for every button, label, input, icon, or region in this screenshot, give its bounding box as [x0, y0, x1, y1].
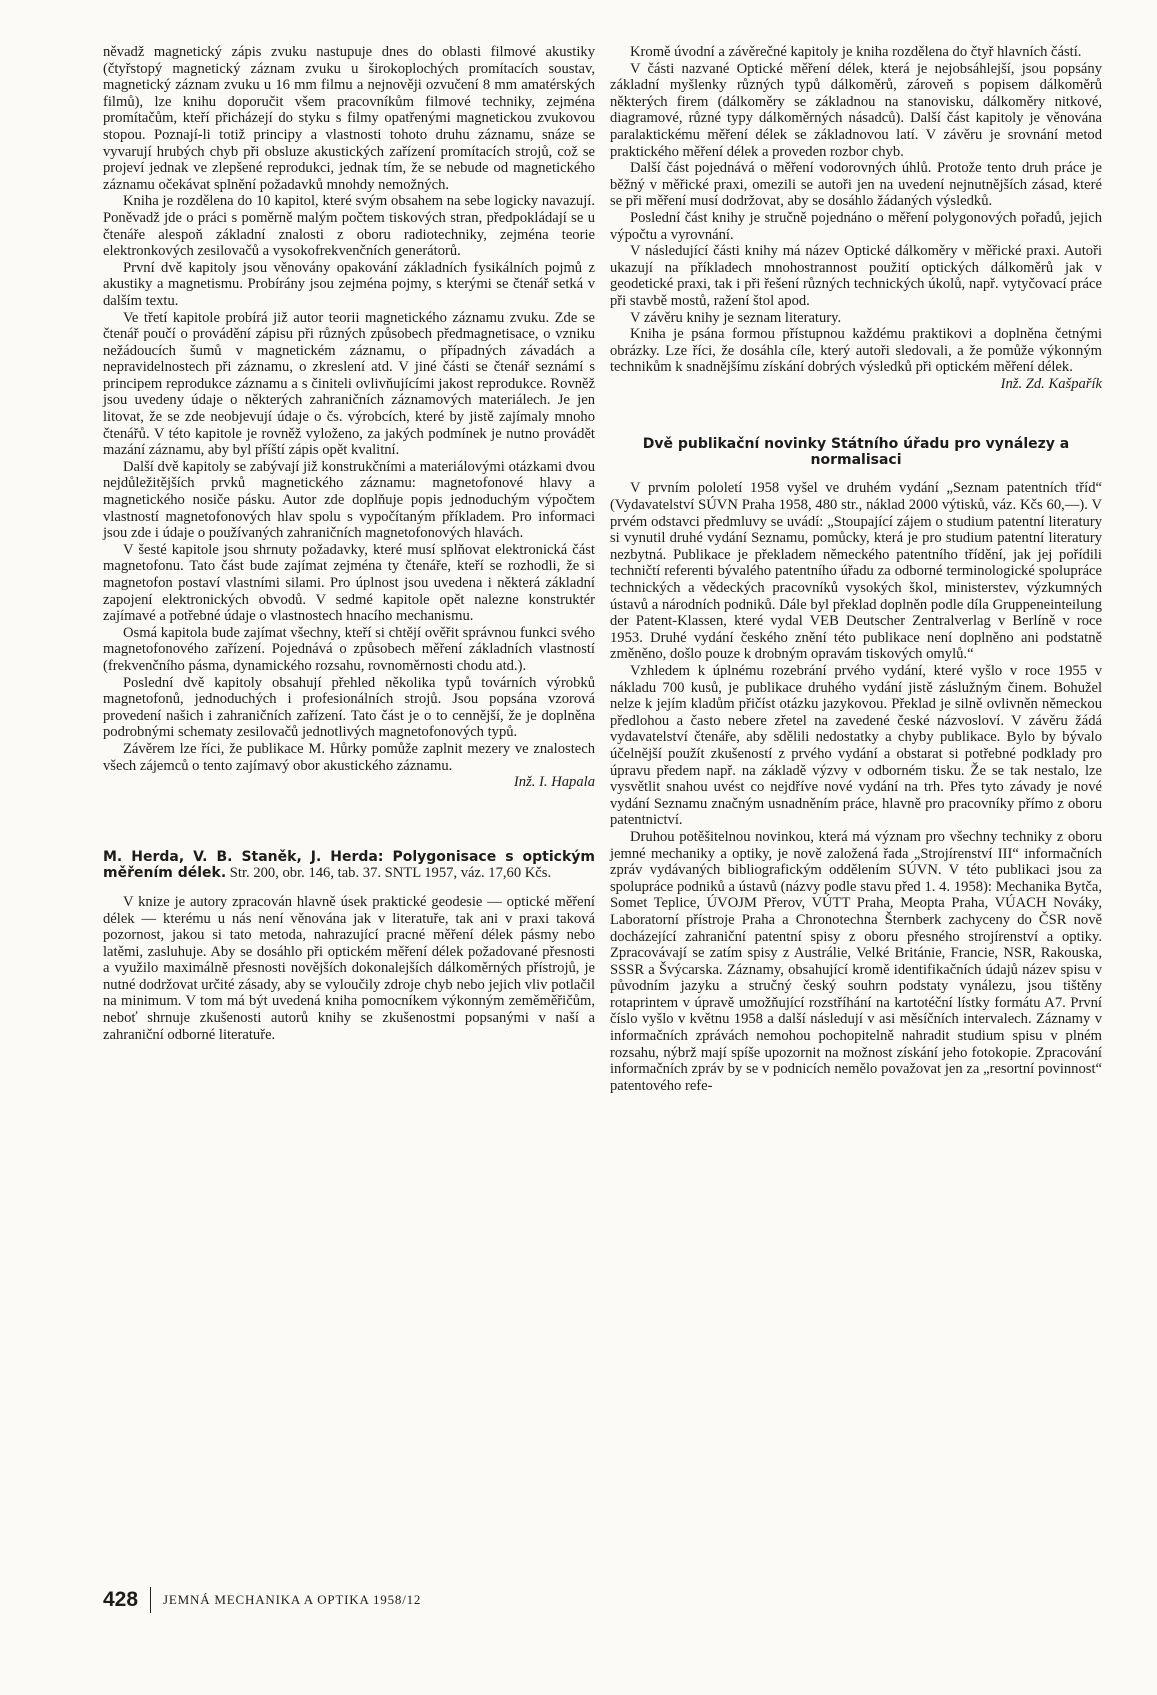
paragraph: Poslední dvě kapitoly obsahují přehled několika typů továrních výrobků magnetofonů, jednoduchých i profesionálních strojů. Jsou popsána vzorová provedení našich i zahraničních zařízení. Tato část je o to cennější, že je doplněna podrobnými schematy zesilovačů jednotlivých magnetofonových typů. — [103, 674, 595, 741]
left-column — [103, 44, 595, 1043]
spacer — [103, 791, 595, 849]
review-title: M. Herda, V. B. Staněk, J. Herda: Polygonisace s optickým měřením délek. — [103, 848, 595, 882]
paragraph: V knize je autory zpracován hlavně úsek praktické geodesie — optické měření délek — kterému u nás není věnována jak v literatuře, tak ani v praxi taková pozornost, jakou si tato metoda, nahrazující pracné měření délek pásmy nebo latěmi, zasluhuje. Aby se dosáhlo při optickém měření délek požadované přesnosti a využilo maximálně přesnosti novějších dokonalejších dálkoměrných přístrojů, je nutné dodržovat určité zásady, aby se vyloučily zdroje chyb nebo jejich vliv potlačil na minimum. V tom má být uvedená kniha pomocníkem výkonným zeměměřičům, neboť shrnuje zkušenosti autorů knihy se zkušenostmi popsanými v naší a zahraniční odborné literatuře. — [103, 893, 595, 1043]
page-number: 428 — [103, 1588, 139, 1611]
reviewer-signature: Inž. Zd. Kašpařík — [1000, 375, 1102, 392]
spacer — [610, 392, 1102, 436]
journal-title: JEMNÁ MECHANIKA A OPTIKA 1958/12 — [163, 1592, 422, 1607]
paragraph: V prvním pololetí 1958 vyšel ve druhém vydání „Seznam patentních tříd“ (Vydavatelství SÚVN Praha 1958, 480 str., náklad 2000 výtisků, váz. Kčs 60,—). V prvém odstavci předmluvy se uvádí: „Stoupající zájem o studium patentní literatury si vynutil druhé vydání Seznamu, pomůcky, která je pro studium patentní literatury nezbytná. Publikace je překladem německého patentního třídění, jak jej pořídili techničtí referenti bývalého patentního úřadu za odborné terminologické spolupráce technických a vědeckých pracovníků vysokých škol, ministerstev, výzkumných ústavů a národních podniků. Dále byl překlad doplněn podle díla Gruppeneinteilung der Patent-Klassen, které vydal VEB Deutscher Zentralverlag v Berlíně v roce 1953. Druhé vydání českého znění této publikace není doplněno ani podstatně změněno, došlo pouze k drobným opravám tiskových omylů.“ — [610, 480, 1102, 663]
paragraph: Další část pojednává o měření vodorovných úhlů. Protože tento druh práce je běžný v měřické praxi, omezili se autoři jen na uvedení nejnutnějších zásad, které se při měření musí dodržovat, aby se dosáhlo žádaných výsledků. — [610, 160, 1102, 210]
paragraph: Poslední část knihy je stručně pojednáno o měření polygonových pořadů, jejich výpočtu a vyrovnání. — [610, 209, 1102, 243]
paragraph: Kniha je rozdělena do 10 kapitol, které svým obsahem na sebe logicky navazují. Poněvadž jde o práci s poměrně malým počtem tiskových stran, předpokládají se u čtenáře alespoň základní znalosti z oboru radiotechniky, zejména teorie elektronkových zesilovačů a vysokofrekvenčních generátorů. — [103, 193, 595, 260]
spacer — [103, 882, 595, 894]
paragraph: Další dvě kapitoly se zabývají již konstrukčními a materiálovými otázkami dvou nejdůležitějších prvků magnetického záznamu: magnetofonové hlavy a magnetického nosiče pásku. Autor zde doplňuje popis jednoduchým výpočtem vlastností magnetofonových hlav spolu s vypočítaným příkladem. Pro informaci jsou zde i údaje o používaných zahraničních magnetofonových hlavách. — [103, 458, 595, 542]
reviewer-signature: Inž. I. Hapala — [513, 774, 595, 791]
paragraph: V následující části knihy má název Optické dálkoměry v měřické praxi. Autoři ukazují na příkladech mnohostrannost použití optických dálkoměrů jak v geodetické praxi, tak i při řešení různých technických úkolů, např. vytyčovací práce při stavbě mostů, ražení štol apod. — [610, 243, 1102, 309]
paragraph: Osmá kapitola bude zajímat všechny, kteří si chtějí ověřit správnou funkci svého magnetofonového zařízení. Pojednává o způsobech měření základních vlastností (frekvenčního pásma, dynamického rozsahu, rovnoměrnosti chodu atd.). — [103, 624, 595, 674]
footer-divider — [150, 1587, 151, 1613]
right-column — [610, 44, 1102, 1094]
paragraph: Ve třetí kapitole probírá již autor teorii magnetického záznamu zvuku. Zde se čtenář poučí o provádění zápisu při různých způsobech předmagnetisace, o vzniku nežádoucích šumů v magnetickém záznamu, o případných závadách a nepravidelnostech při záznamu, o zkreslení atd. V jiné části se čtenář seznámí s principem reprodukce záznamu a s činiteli ovlivňujícími jakost reprodukce. Rovněž jsou uvedeny údaje o některých zahraničních záznamových materiálech. Je jen litovat, že se zde neobjevují údaje o čs. výrobcích, které by jistě zajímaly mnoho čtenářů. V této kapitole je rovněž vyloženo, za jakých podmínek je nutno provádět mazání záznamu, aby byl příští zápis opět kvalitní. — [103, 309, 595, 459]
spacer — [610, 468, 1102, 480]
paragraph: Kromě úvodní a závěrečné kapitoly je kniha rozdělena do čtyř hlavních částí. — [630, 44, 1082, 60]
paragraph: Kniha je psána formou přístupnou každému praktikovi a doplněna četnými obrázky. Lze říci, že dosáhla cíle, který autoři sledovali, a že pomůže výkonným technikům k snadnějšímu získání dobrých výsledků při optickém měření délek. — [610, 326, 1102, 376]
review-heading — [103, 849, 595, 882]
paragraph: V závěru knihy je seznam literatury. — [630, 309, 842, 326]
paragraph: Druhou potěšitelnou novinkou, která má význam pro všechny techniky z oboru jemné mechaniky a optiky, je nově založená řada „Strojírenství III“ informačních zpráv vydávaných bibliografickým oddělením SÚVN. V této publikaci jsou za spolupráce podniků a ústavů (názvy podle stavu před 1. 4. 1958): Mechanika Bytča, Somet Teplice, ÚVOJM Přerov, VÚTT Praha, Meopta Praha, VÚACH Nováky, Laboratorní přístroje Praha a Chronotechna Šternberk zachyceny do ČSR nově docházející zahraniční patentní spisy z oboru přesného strojírenství a optiky. Zpracovávají se zatím spisy z Austrálie, Velké Británie, Francie, NSR, Rakouska, SSSR a Švýcarska. Záznamy, obsahující kromě identifikačních údajů název spisu v původním jazyku a stručný český souhrn podstaty vynálezu, jsou tištěny rotaprintem v úpravě umožňující rozstříhání na kartotéční lístky formátu A7. První číslo vyšlo v květnu 1958 a další následují v asi měsíčních intervalech. Záznamy v informačních zprávách nemohou pochopitelně nahradit studium spisu v plném rozsahu, nýbrž mají spíše upozornit na možnost získání jeho fotokopie. Zpracování informačních zpráv by se v podnicích nemělo považovat jen za „resortní povinnost“ patentového refe- — [610, 828, 1102, 1094]
page-footer — [103, 1587, 421, 1613]
paragraph: něvadž magnetický zápis zvuku nastupuje dnes do oblasti filmové akustiky (čtyřstopý magnetický záznam zvuku u širokoplochých promítacích soustav, magnetický záznam zvuku u 16 mm filmu a nejnověji ozvučení 8 mm amatérských filmů), lze knihu doporučit všem pracovníkům filmové techniky, zejména promítačům, kteří přicházejí do styku s filmy opatřenými magnetickou zvukovou stopou. Poznají-li totiž principy a vlastnosti tohoto druhu záznamu, snáze se vyvarují hrubých chyb při obsluze akustických zařízení promítacích strojů, což se projeví jednak ve zlepšené reprodukci, jednak tím, že se nebude od magnetického záznamu očekávat splnění požadavků mnohdy nemožných. — [103, 44, 595, 193]
review-meta: Str. 200, obr. 146, tab. 37. SNTL 1957, váz. 17,60 Kčs. — [226, 865, 552, 882]
section-heading: Dvě publikační novinky Státního úřadu pro vynálezy a normalisaci — [642, 436, 1070, 469]
paragraph: První dvě kapitoly jsou věnovány opakování základních fysikálních pojmů z akustiky a magnetismu. Probírány jsou zejména pojmy, s kterými se čtenář setká v dalším textu. — [103, 259, 595, 309]
paragraph: V šesté kapitole jsou shrnuty požadavky, které musí splňovat elektronická část magnetofonu. Tato část bude zajímat zejména ty čtenáře, kteří se rozhodli, že si magnetofon postaví vlastními silami. Pro úplnost jsou uvedena i některá základní zapojení elektronických obvodů. V sedmé kapitole opět nalezne konstruktér zajímavé a potřebné údaje o vlastnostech hnacího mechanismu. — [103, 541, 595, 625]
paragraph: V části nazvané Optické měření délek, která je nejobsáhlejší, jsou popsány základní myšlenky různých typů dálkoměrů, zároveň s popisem dálkoměrů některých firem (dálkoměry se základnou na stanovisku, dálkoměry nitkové, diagramové, různé typy dálkoměrných násadců). Další část kapitoly je věnována paralaktickému měření délek se základnovou latí. V závěru je srovnání metod praktického měření délek a proveden rozbor chyb. — [610, 60, 1102, 160]
paragraph: Závěrem lze říci, že publikace M. Hůrky pomůže zaplnit mezery ve znalostech všech zájemců o tento zajímavý obor akustického záznamu. — [103, 740, 595, 774]
paragraph: Vzhledem k úplnému rozebrání prvého vydání, které vyšlo v roce 1955 v nákladu 700 kusů, je publikace druhého vydání jistě záslužným činem. Bohužel nelze k jejím kladům přičíst otázku jazykovou. Překlad je silně ovlivněn německou předlohou a často nebere zřetel na zavedené české názvosloví. V závěru žádá vydavatelství čtenáře, aby sdělili nedostatky a chyby publikace. Bylo by bývalo účelnější použít zkušeností z prvého vydání a obstarat si potřebné podklady pro úpravu předem např. na základě výzvy v odborném tisku. Že se tak nestalo, lze vysvětlit snahou uvést co nejdříve nové vydání na trh. Přes tyto závady je nové vydání Seznamu značným usnadněním práce, hlavně pro pracovníky přímo z oboru patentnictví. — [610, 663, 1102, 829]
